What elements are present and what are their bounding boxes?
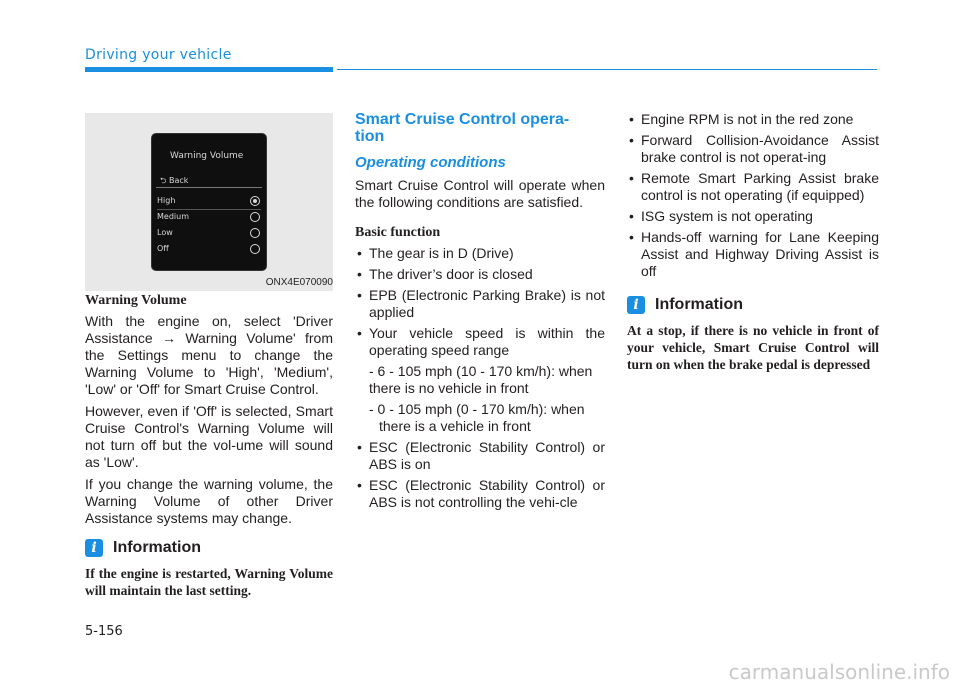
list-item: • Forward Collision-Avoidance Assist brake control is not operat-ing [627, 132, 879, 166]
list-item: • ESC (Electronic Stability Control) or ABS is on [355, 439, 605, 473]
option-low [157, 226, 261, 241]
column-1 [85, 293, 333, 599]
list-item: • The gear is in D (Drive) [355, 245, 605, 262]
text-span: With the engine on, select 'Driver Assistance [85, 313, 333, 346]
paragraph: However, even if 'Off' is selected, Smart Cruise Control's Warning Volume will not turn off but the vol-ume will sound as 'Low'. [85, 403, 333, 470]
conditions-list-2 [355, 439, 605, 511]
conditions-list-3 [627, 111, 879, 280]
back-label: Back [168, 176, 189, 185]
information-text: At a stop, if there is no vehicle in front of your vehicle, Smart Cruise Control will turn on when the brake pedal is depressed [627, 323, 879, 372]
speed-range-line: - 0 - 105 mph (0 - 170 km/h): when there is a vehicle in front [369, 401, 585, 434]
screen-title: Warning Volume [170, 151, 244, 161]
intro-paragraph: Smart Cruise Control will operate when the following conditions are satisfied. [355, 177, 605, 210]
list-item: • Hands-off warning for Lane Keeping Assist and Highway Driving Assist is off [627, 229, 879, 280]
option-high [157, 194, 261, 210]
conditions-list [355, 245, 605, 359]
information-text: If the engine is restarted, Warning Volume will maintain the last setting. [85, 566, 333, 598]
paragraph [85, 313, 333, 398]
information-header [85, 539, 333, 557]
option-label: Low [157, 228, 173, 237]
list-item: • EPB (Electronic Parking Brake) is not applied [355, 287, 605, 321]
list-item: • Engine RPM is not in the red zone [627, 111, 879, 128]
radio-icon [250, 212, 260, 222]
radio-icon [250, 244, 260, 254]
header-bar [85, 67, 333, 72]
list-item: • ISG system is not operating [627, 208, 879, 225]
screen-divider [156, 187, 262, 188]
column-2 [355, 111, 605, 515]
list-item: • ESC (Electronic Stability Control) or ABS is not controlling the vehi-cle [355, 477, 605, 511]
option-label: Medium [157, 212, 189, 221]
warning-volume-figure [85, 113, 333, 291]
list-item: • The driver’s door is closed [355, 266, 605, 283]
option-label: High [157, 196, 176, 205]
figure-code: ONX4E070090 [265, 277, 333, 288]
basic-function-heading: Basic function [355, 225, 441, 240]
option-off [157, 242, 261, 257]
list-item: • Remote Smart Parking Assist brake control is not operating (if equipped) [627, 170, 879, 204]
option-medium [157, 210, 261, 225]
section-title: Driving your vehicle [85, 47, 232, 63]
radio-selected-icon [250, 196, 260, 206]
watermark: carmanualsonline.info [728, 660, 950, 684]
section-heading: Smart Cruise Control opera-tion [355, 111, 570, 145]
text-span: Warning Volume' from the Settings menu to change the Warning Volume to 'High', 'Medium', 'Low' or 'Off' for Smart Cruise Control. [85, 330, 333, 397]
information-label: Information [655, 296, 743, 313]
list-item: • Your vehicle speed is within the operating speed range [355, 325, 605, 359]
warning-volume-heading: Warning Volume [85, 293, 187, 308]
information-label: Information [113, 539, 201, 556]
arrow-icon: → [162, 330, 177, 346]
back-arrow-icon: ⮌ [160, 176, 167, 185]
cluster-screen [151, 133, 267, 271]
speed-range-line: - 6 - 105 mph (10 - 170 km/h): when there is no vehicle in front [369, 363, 593, 396]
information-header [627, 296, 879, 314]
info-icon: i [627, 296, 645, 314]
page-number: 5-156 [85, 624, 123, 639]
column-3 [627, 111, 879, 373]
radio-icon [250, 228, 260, 238]
option-label: Off [157, 244, 169, 253]
subsection-heading: Operating conditions [355, 154, 506, 171]
paragraph: If you change the warning volume, the Warning Volume of other Driver Assistance systems may change. [85, 476, 333, 526]
info-icon: i [85, 539, 103, 557]
header-rule [337, 69, 877, 70]
